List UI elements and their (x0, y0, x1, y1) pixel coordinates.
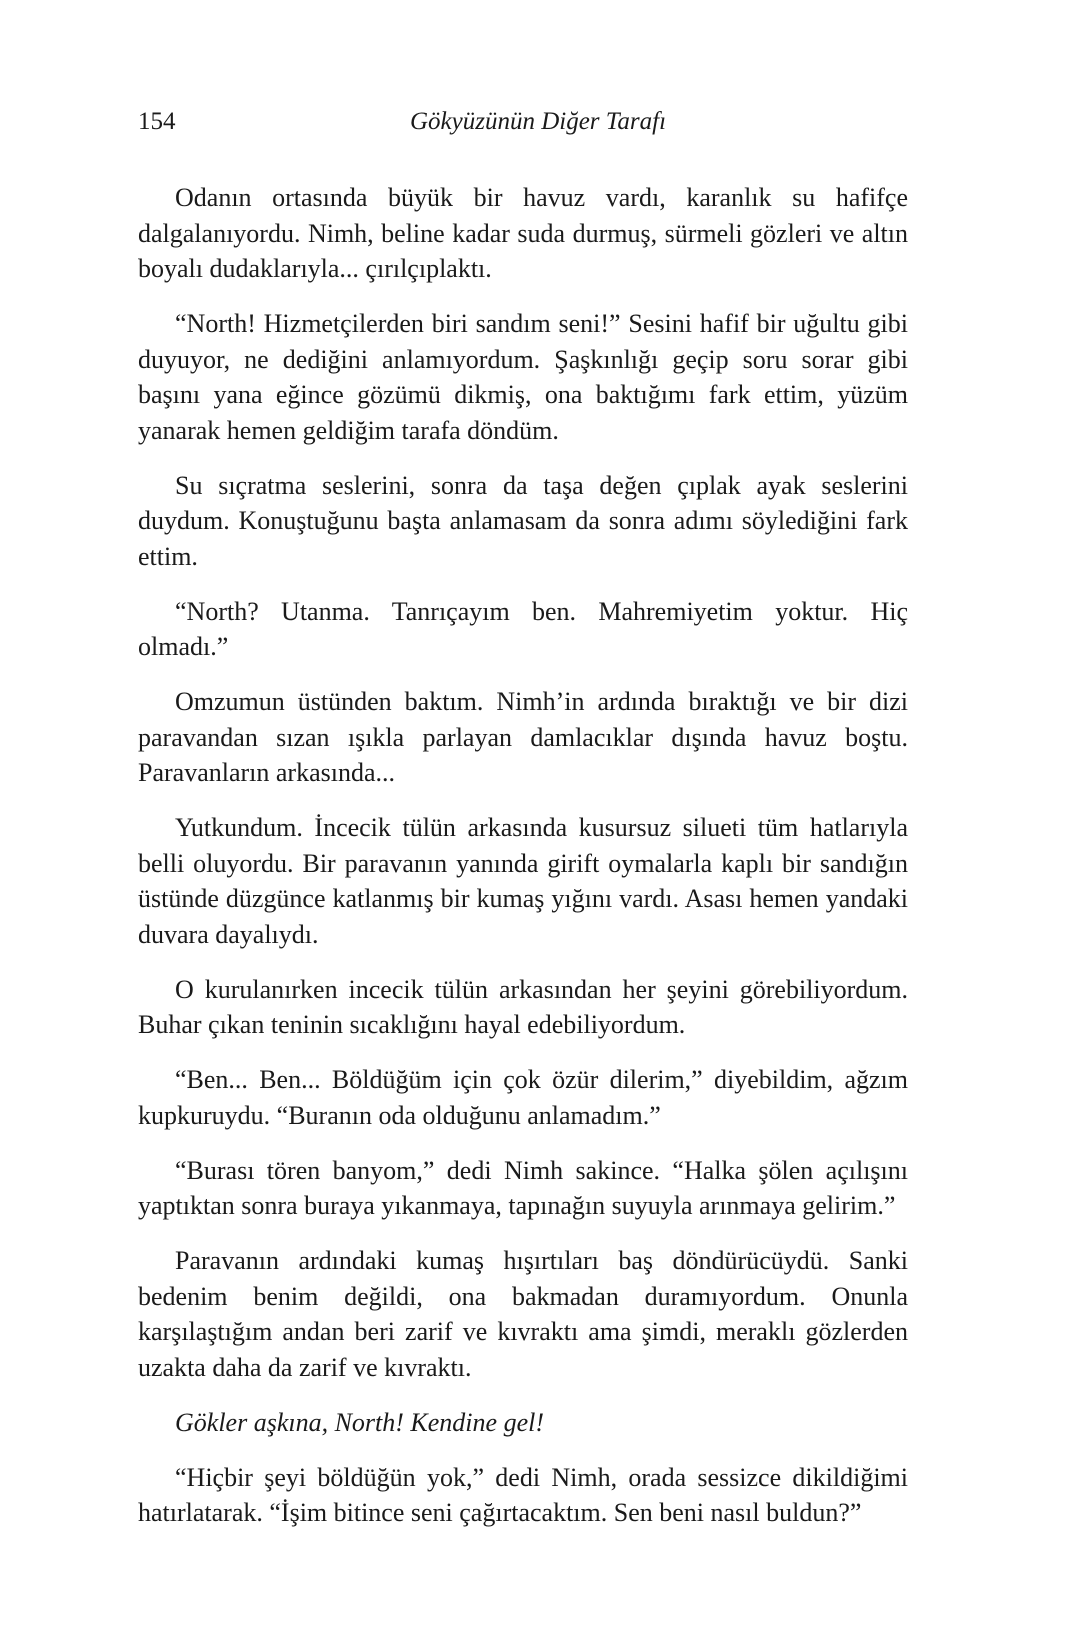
page-number: 154 (138, 108, 176, 135)
paragraph: “North! Hizmetçilerden biri sandım seni!” Sesini hafif bir uğultu gibi duyuyor, ne dediğini anlamıyordum. Şaşkınlığı geçip soru sorar gibi başını yana eğince gözümü dikmiş, ona baktığımı fark ettim, yüzüm yanarak hemen geldiğim tarafa döndüm. (138, 309, 908, 445)
paragraph: Omzumun üstünden baktım. Nimh’in ardında bıraktığı ve bir dizi paravandan sızan ışıkla parlayan damlacıklar dışında havuz boştu. Paravanların arkasında... (138, 687, 908, 787)
paragraph: “Burası tören banyom,” dedi Nimh sakince. “Halka şölen açılışını yaptıktan sonra buraya yıkanmaya, tapınağın suyuyla arınmaya gelirim.” (138, 1155, 908, 1220)
running-title: Gökyüzünün Diğer Tarafı (409, 108, 667, 135)
paragraph: Paravanın ardındaki kumaş hışırtıları baş döndürücüydü. Sanki bedenim benim değildi, ona bakmadan duramıyordum. Onunla karşılaştığım andan beri zarif ve kıvraktı ama şimdi, meraklı gözlerden uzakta daha da zarif ve kıvraktı. (138, 1246, 908, 1382)
paragraph: Su sıçratma seslerini, sonra da taşa değen çıplak ayak seslerini duydum. Konuştuğunu başta anlamasam da sonra adımı söylediğini fark ettim. (138, 470, 908, 571)
paragraph: “Ben... Ben... Böldüğüm için çok özür dilerim,” diyebildim, ağzım kupkuruydu. “Buranın oda olduğunu anlamadım.” (138, 1065, 908, 1130)
paragraph: Odanın ortasında büyük bir havuz vardı, karanlık su hafifçe dalgalanıyordu. Nimh, beline kadar suda durmuş, sürmeli gözleri ve altın boyalı dudaklarıyla... çırılçıplaktı. (138, 183, 908, 283)
book-page (138, 108, 908, 1550)
paragraph: Yutkundum. İncecik tülün arkasında kusursuz silueti tüm hatlarıyla belli oluyordu. Bir paravanın yanında girift oymalarla kaplı bir sandığın üstünde düzgünce katlanmış bir kumaş yığını vardı. Asası hemen yandaki duvara dayalıydı. (138, 813, 908, 949)
paragraph: “North? Utanma. Tanrıçayım ben. Mahremiyetim yoktur. Hiç olmadı.” (138, 596, 908, 661)
italic-thought: Gökler aşkına, North! Kendine gel! (175, 1407, 544, 1437)
paragraph: “Hiçbir şeyi böldüğün yok,” dedi Nimh, orada sessizce dikildiğimi hatırlatarak. “İşim bitince seni çağırtacaktım. Sen beni nasıl buldun?” (138, 1462, 908, 1527)
body-text (138, 180, 908, 1531)
page-header (138, 108, 908, 148)
paragraph: O kurulanırken incecik tülün arkasından her şeyini görebiliyordum. Buhar çıkan teninin sıcaklığını hayal edebiliyordum. (138, 974, 908, 1039)
